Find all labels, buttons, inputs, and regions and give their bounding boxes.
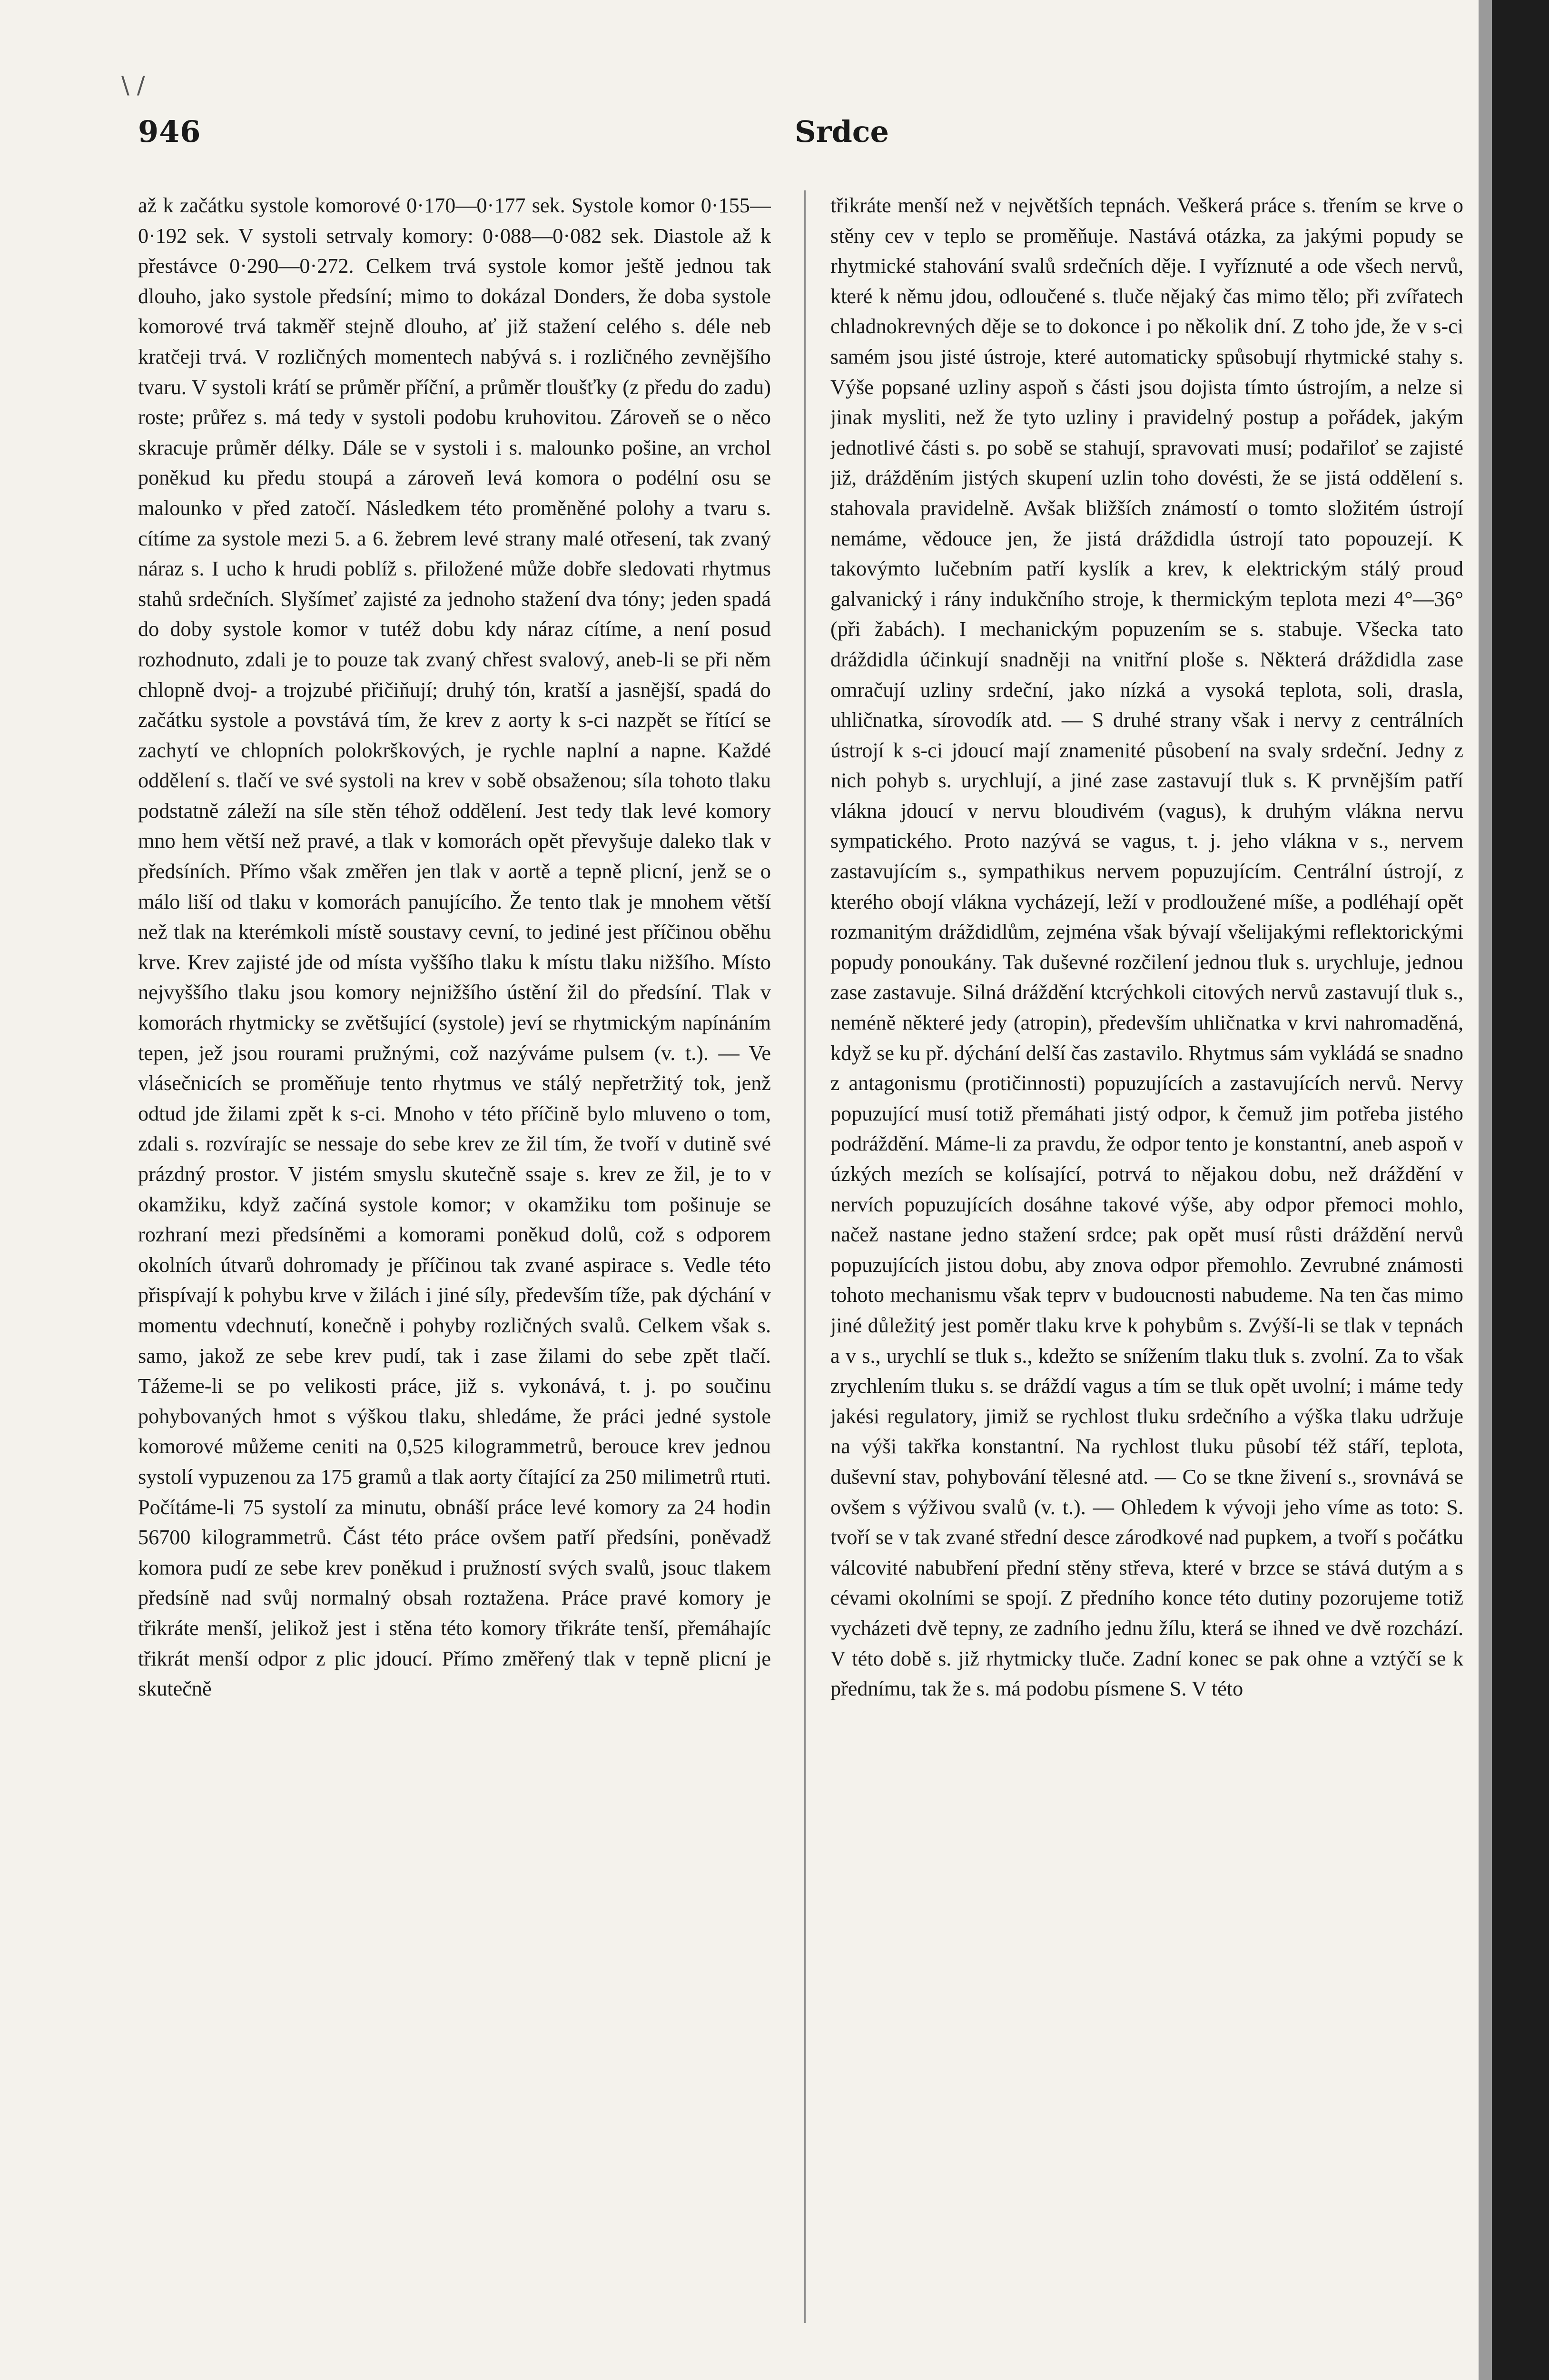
text-column-left bbox=[138, 190, 771, 2361]
text-column-right bbox=[830, 190, 1463, 2361]
corner-mark: \ / bbox=[121, 71, 145, 99]
running-title: Srdce bbox=[795, 114, 889, 149]
page-number: 946 bbox=[138, 114, 201, 149]
page-edge-shadow bbox=[1479, 0, 1492, 2380]
page-header bbox=[138, 114, 1461, 157]
scan-border bbox=[1492, 0, 1549, 2380]
column-right-text: třikráte menší než v největších tepnách. Veškerá práce s. třením se krve o stěny cev v teplo se proměňuje. Nastává otázka, za jakými popudy se rhytmické stahování svalů srdečních děje. I vyříznuté a ode všech nervů, které k němu jdou, odloučené s. tluče nějaký čas mimo tělo; při zvířatech chladnokrevných děje se to dokonce i po několik dní. Z toho jde, že v s-ci samém jsou jisté ústroje, které automaticky spůsobují rhytmické stahy s. Výše popsané uzliny aspoň s části jsou dojista tímto ústrojím, a nelze si jinak mysliti, než že tyto uzliny i pravidelný postup a pořádek, jakým jednotlivé části s. po sobě se stahují, spravovati musí; podařiloť se zajisté již, drážděním jistých skupení uzlin toho dovésti, že se jistá oddělení s. stahovala pravidelně. Avšak bližších známostí o tomto složitém ústrojí nemáme, vědouce jen, že jistá dráždidla ústrojí tato popouzejí. K takovýmto lučebním patří kyslík a krev, k elektrickým stálý proud galvanický i rány indukčního stroje, k thermickým teplota mezi 4°—36° (při žabách). I mechanickým popuzením se s. stabuje. Všecka tato dráždidla účinkují snadněji na vnitřní ploše s. Některá dráždidla zase omračují uzliny srdeční, jako nízká a vysoká teplota, soli, drasla, uhličnatka, sírovodík atd. — S druhé strany však i nervy z centrálních ústrojí k s-ci jdoucí mají znamenité působení na svaly srdeční. Jedny z nich pohyb s. urychlují, a jiné zase zastavují tluk s. K prvnějším patří vlákna jdoucí v nervu bloudivém (vagus), k druhým vlákna nervu sympatického. Proto nazývá se vagus, t. j. jeho vlákna v s., nervem zastavujícím s., sympathikus nervem popuzujícím. Centrální ústrojí, z kterého obojí vlákna vycházejí, leží v prodloužené míše, a podléhají opět rozmanitým dráždidlům, zejména však bývají všelijakými reflektorickými popudy ponoukány. Tak duševné rozčilení jednou tluk s. urychluje, jednou zase zastavuje. Silná dráždění ktcrýchkoli citových nervů zastavují tluk s., neméně některé jedy (atropin), především uhličnatka v krvi nahromaděná, když se ku př. dýchání delší čas zastavilo. Rhytmus sám vykládá se snadno z antagonismu (protičinnosti) popuzujících a zastavujících nervů. Nervy popuzující musí totiž přemáhati jistý odpor, k čemuž jim potřeba jistého podráždění. Máme-li za pravdu, že odpor tento je konstantní, aneb aspoň v úzkých mezích se kolísající, potrvá to nějakou dobu, než dráždění v nervích popuzujících dosáhne takové výše, aby odpor přemoci mohlo, načež nastane jedno stažení srdce; pak opět musí růsti dráždění nervů popuzujících jistou dobu, aby znova odpor přemohlo. Zevrubné známosti tohoto mechanismu však teprv v budoucnosti nabudeme. Na ten čas mimo jiné důležitý jest poměr tlaku krve k pohybům s. Zvýší-li se tlak v tepnách a v s., urychlí se tluk s., kdežto se snížením tlaku tluk s. zvolní. Za to však zrychlením tluku s. se dráždí vagus a tím se tluk opět uvolní; i máme tedy jakési regulatory, jimiž se rychlost tluku srdečního a výška tlaku udržuje na výši takřka konstantní. Na rychlost tluku působí též stáří, teplota, duševní stav, pohybování tělesné atd. — Co se tkne živení s., srovnává se ovšem s výživou svalů (v. t.). — Ohledem k vývoji jeho víme as toto: S. tvoří se v tak zvané střední desce zárodkové nad pupkem, a tvoří s počátku válcovité nabubření přední stěny střeva, které v brzce se stává dutým a s cévami okolními se spojí. Z předního konce této dutiny pozorujeme totiž vycházeti dvě tepny, ze zadního jednu žílu, která se ihned ve dvě rozchází. V této době s. již rhytmicky tluče. Zadní konec se pak ohne a vztýčí se k přednímu, tak že s. má podobu písmene S. V této bbox=[830, 194, 1463, 1701]
column-divider bbox=[804, 190, 806, 2323]
column-left-text: až k začátku systole komorové 0·170—0·177 sek. Systole komor 0·155—0·192 sek. V systoli setrvaly komory: 0·088—0·082 sek. Diastole až k přestávce 0·290—0·272. Celkem trvá systole komor ještě jednou tak dlouho, jako systole předsíní; mimo to dokázal Donders, že doba systole komorové trvá takměř stejně dlouho, ať již stažení celého s. déle neb kratčeji trvá. V rozličných momentech nabývá s. i rozličného zevnějšího tvaru. V systoli krátí se průměr příční, a průměr tloušťky (z předu do zadu) roste; průřez s. má tedy v systoli podobu kruhovitou. Zároveň se o něco skracuje průměr délky. Dále se v systoli i s. malounko pošine, an vrchol poněkud ku předu stoupá a zároveň levá komora o podélní osu se malounko v před zatočí. Následkem této proměněné polohy a tvaru s. cítíme za systole mezi 5. a 6. žebrem levé strany malé otřesení, tak zvaný náraz s. I ucho k hrudi poblíž s. přiložené může dobře sledovati rhytmus stahů srdečních. Slyšímeť zajisté za jednoho stažení dva tóny; jeden spadá do doby systole komor v tutéž dobu kdy náraz cítíme, a není posud rozhodnuto, zdali je to pouze tak zvaný chřest svalový, aneb-li se při něm chlopně dvoj- a trojzubé přičiňují; druhý tón, kratší a jasnější, spadá do začátku systole a povstává tím, že krev z aorty k s-ci nazpět se řítící se zachytí ve chlopních polokrškových, je rychle naplní a napne. Každé oddělení s. tlačí ve své systoli na krev v sobě obsaženou; síla tohoto tlaku podstatně záleží na síle stěn téhož oddělení. Jest tedy tlak levé komory mno hem větší než pravé, a tlak v komorách opět převyšuje daleko tlak v předsíních. Přímo však změřen jen tlak v aortě a tepně plicní, jenž se o málo liší od tlaku v komorách panujícího. Že tento tlak je mnohem větší než tlak na kterémkoli místě soustavy cevní, to jediné jest příčinou oběhu krve. Krev zajisté jde od místa vyššího tlaku k místu tlaku nižšího. Místo nejvyššího tlaku jsou komory nejnižšího ústění žil do předsíní. Tlak v komorách rhytmicky se zvětšující (systole) jeví se rhytmickým napínáním tepen, jež jsou rourami pružnými, což nazýváme pulsem (v. t.). — Ve vlásečnicích se proměňuje tento rhytmus ve stálý nepřetržitý tok, jenž odtud jde žilami zpět k s-ci. Mnoho v této příčině bylo mluveno o tom, zdali s. rozvírajíc se nessaje do sebe krev ze žil tím, že tvoří v dutině své prázdný prostor. V jistém smyslu skutečně ssaje s. krev ze žil, je to v okamžiku, když začíná systole komor; v okamžiku tom pošinuje se rozhraní mezi předsíněmi a komorami poněkud dolů, což s odporem okolních útvarů dohromady je příčinou tak zvané aspirace s. Vedle této přispívají k pohybu krve v žilách i jiné síly, především tíže, pak dýchání v momentu vdechnutí, konečně i pohyby rozličných svalů. Celkem však s. samo, jakož ze sebe krev pudí, tak i zase žilami do sebe zpět tlačí. Tážeme-li se po velikosti práce, již s. vykonává, t. j. po součinu pohybovaných hmot s výškou tlaku, shledáme, že práci jedné systole komorové můžeme ceniti na 0,525 kilogrammetrů, berouce krev jednou systolí vypuzenou za 175 gramů a tlak aorty čítající za 250 milimetrů rtuti. Počítáme-li 75 systolí za minutu, obnáší práce levé komory za 24 hodin 56700 kilogrammetrů. Část této práce ovšem patří předsíni, poněvadž komora pudí ze sebe krev poněkud i pružností svých svalů, jsouc tlakem předsíně nad svůj normalný obsah roztažena. Práce pravé komory je třikráte menší, jelikož jest i stěna této komory třikráte tenší, přemáhajíc třikrát menší odpor z plic jdoucí. Přímo změřený tlak v tepně plicní je skutečně bbox=[138, 194, 771, 1701]
